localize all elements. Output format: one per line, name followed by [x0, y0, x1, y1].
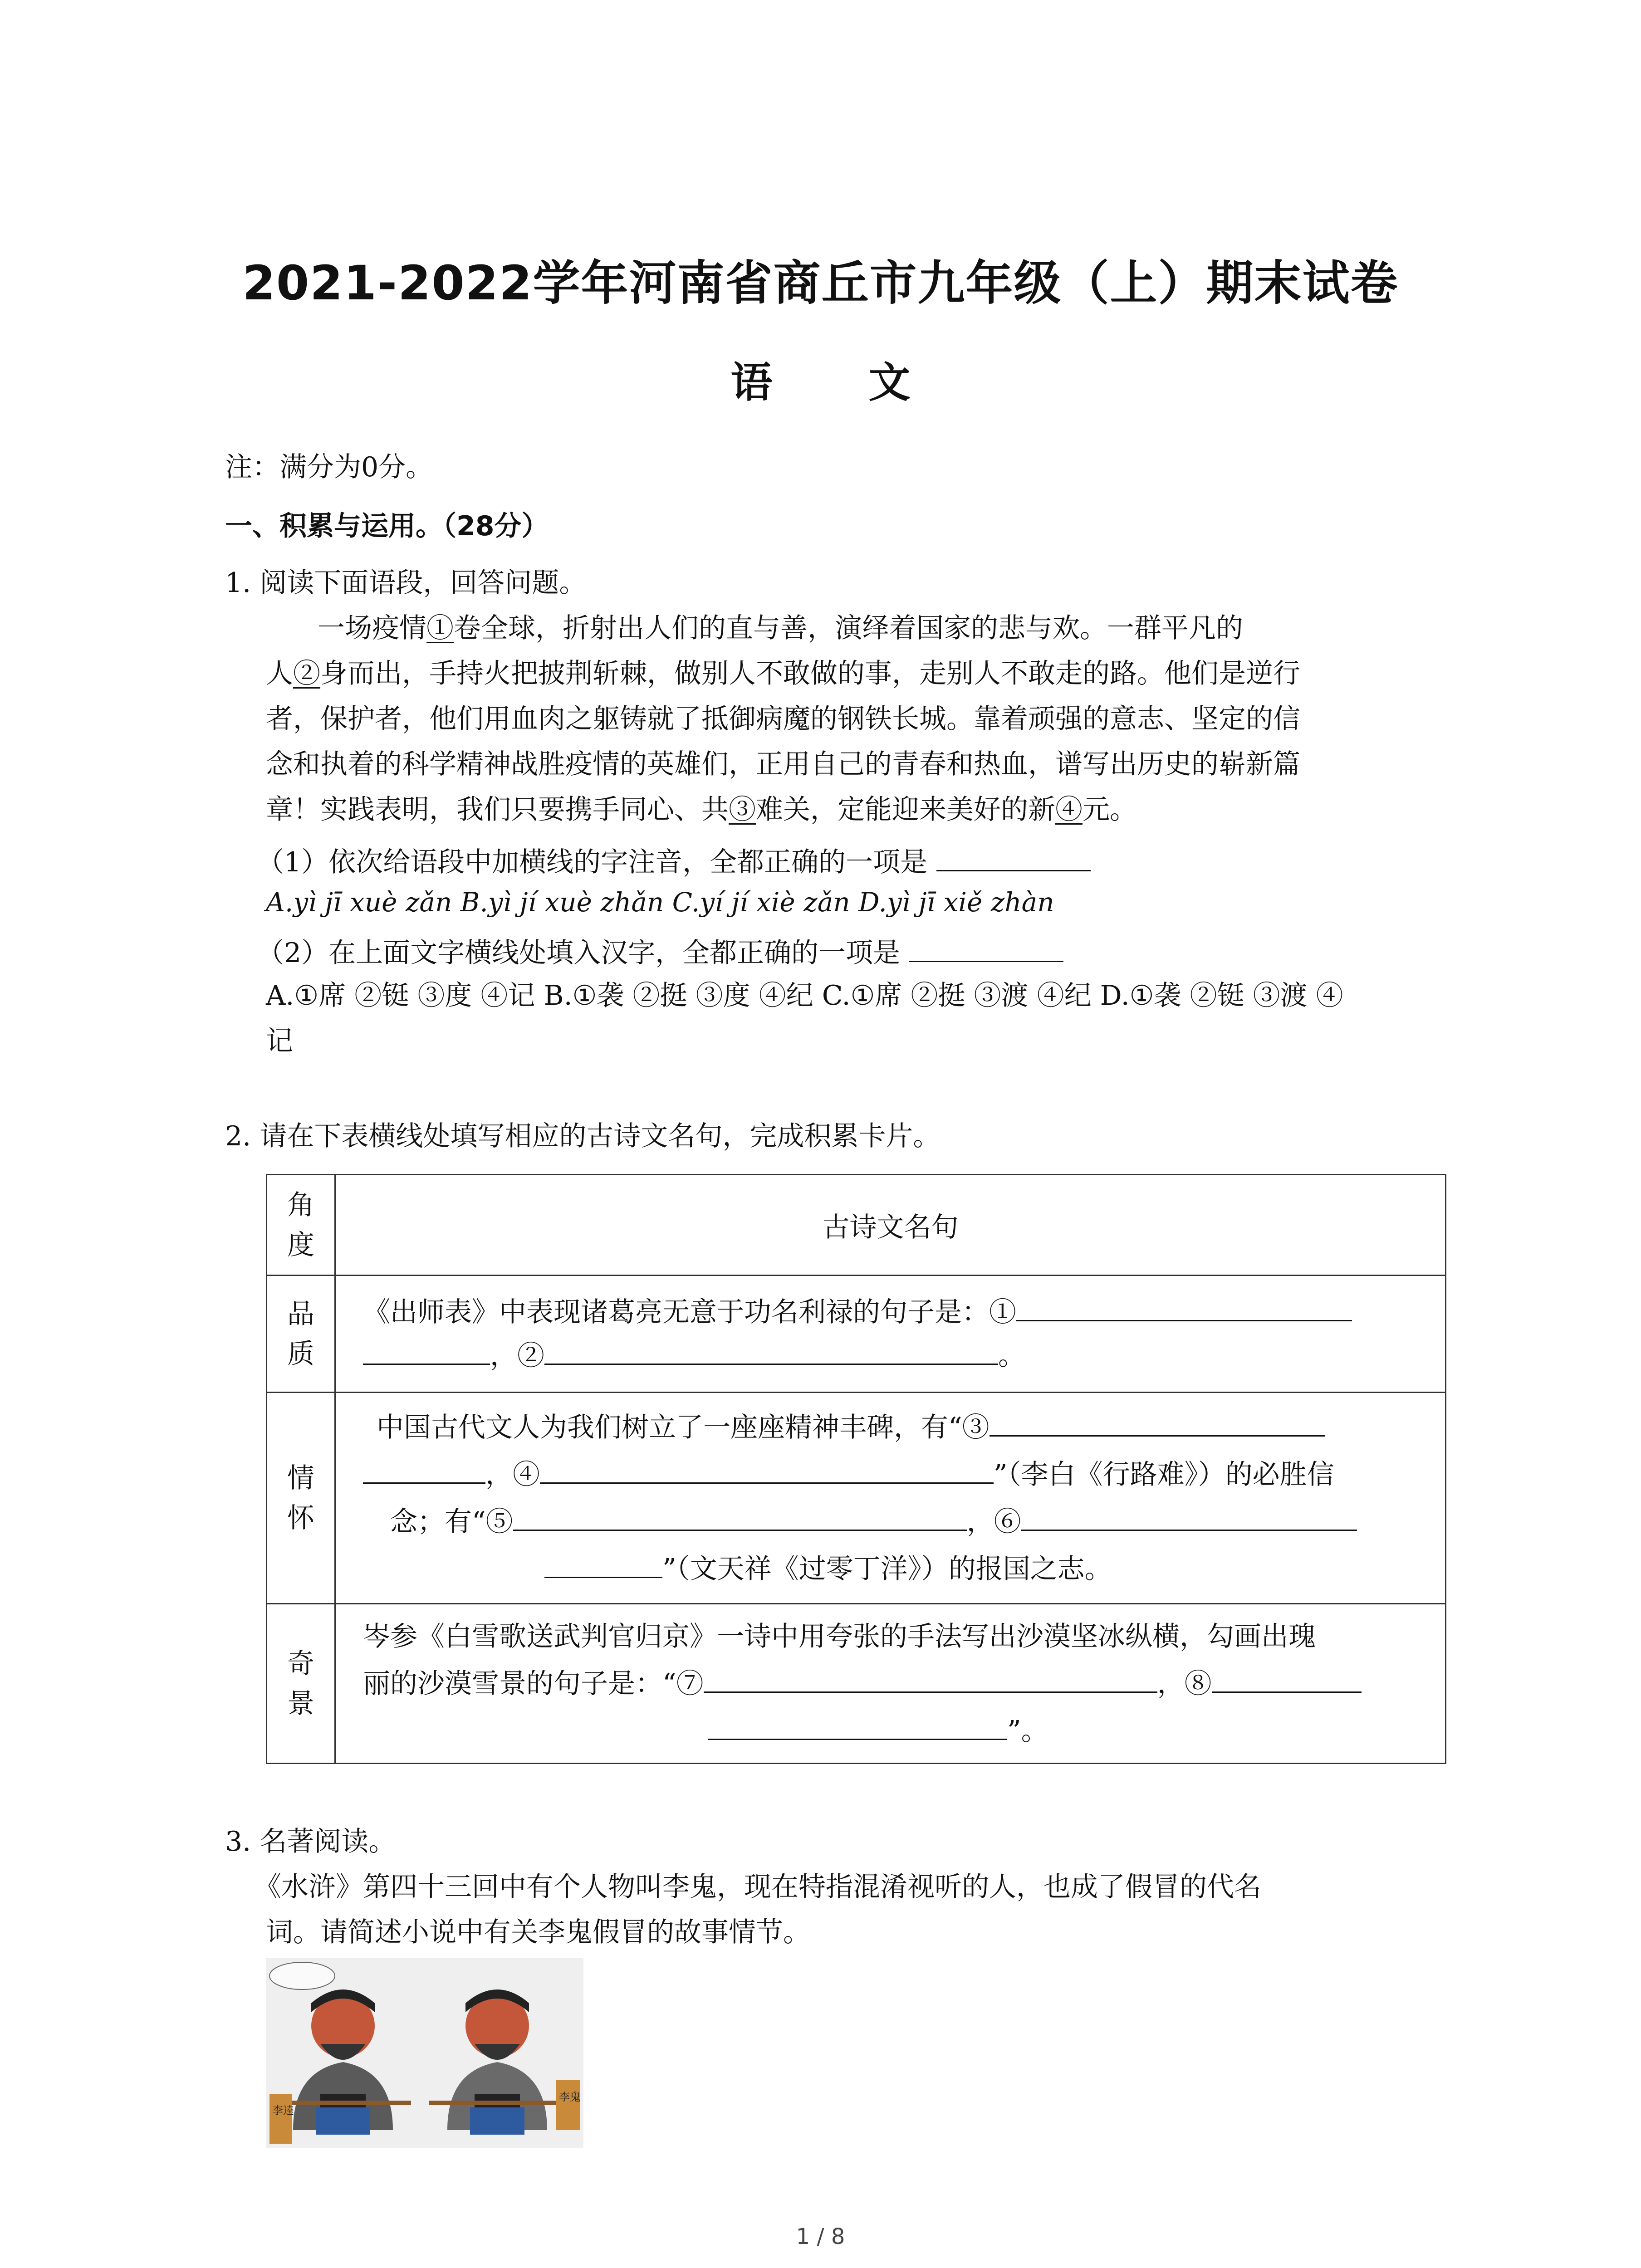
answer-blank[interactable]: [544, 1337, 998, 1365]
blank-mark-1: ①: [426, 612, 454, 644]
answer-blank[interactable]: [363, 1337, 490, 1365]
row-feeling-content: 中国古代文人为我们树立了一座座精神丰碑，有“③ ，④ ”（李白《行路难》）的必胜信 念；有“⑤ ，⑥ ”（文天祥《过零丁洋》）的报国之志。: [335, 1393, 1446, 1604]
q1-paragraph-line-3: 者，保护者，他们用血肉之躯铸就了抵御病魔的钢铁长城。靠着顽强的意志、坚定的信: [266, 703, 1300, 735]
q3-prompt: 3. 名著阅读。: [225, 1826, 396, 1857]
q1-prompt: 1. 阅读下面语段，回答问题。: [225, 567, 587, 599]
score-note: 注：满分为0分。: [225, 451, 433, 483]
label-li-gui: 李鬼: [559, 2091, 581, 2103]
q3-line-1: 《水浒》第四十三回中有个人物叫李鬼，现在特指混淆视听的人，也成了假冒的代名: [254, 1871, 1261, 1903]
answer-blank[interactable]: [1212, 1665, 1362, 1693]
row-feeling-label: 情怀: [267, 1393, 335, 1604]
row-scenery-content: 岑参《白雪歌送武判官归京》一诗中用夸张的手法写出沙漠坚冰纵横，勾画出瑰 丽的沙漠雪景的句子是：“⑦ ，⑧ ”。: [335, 1604, 1446, 1764]
cartoon-image: [266, 1958, 583, 2148]
header-angle: 角度: [267, 1175, 335, 1276]
answer-blank[interactable]: [1016, 1294, 1352, 1321]
exam-title: 2021-2022学年河南省商丘市九年级（上）期末试卷: [242, 255, 1399, 311]
row-quality-content: 《出师表》中表现诸葛亮无意于功名利禄的句子是：① ，② 。: [335, 1276, 1446, 1393]
page-number: 1 / 8: [796, 2224, 845, 2249]
blank-mark-4: ④: [1055, 794, 1083, 826]
answer-blank[interactable]: [513, 1503, 967, 1531]
q1-sub2: （2）在上面文字横线处填入汉字，全都正确的一项是: [257, 934, 1063, 967]
q1-sub1-options: A.yì jī xuè zǎn B.yì jí xuè zhǎn C.yí jí xiè zǎn D.yì jī xiě zhàn: [266, 887, 1054, 918]
answer-blank[interactable]: [936, 844, 1091, 871]
section-heading: 一、积累与运用。（28分）: [225, 510, 549, 542]
q3-line-2: 词。请简述小说中有关李鬼假冒的故事情节。: [266, 1916, 810, 1948]
q1-sub2-options-2: 记: [266, 1025, 293, 1057]
q1-sub1: （1）依次给语段中加横线的字注音，全都正确的一项是: [257, 844, 1091, 876]
answer-blank[interactable]: [1021, 1503, 1357, 1531]
q1-sub2-options-1: A.①席 ②铤 ③度 ④记 B.①袭 ②挺 ③度 ④纪 C.①席 ②挺 ③渡 ④纪 D.①袭 ②铤 ③渡 ④: [266, 980, 1343, 1012]
answer-blank[interactable]: [363, 1456, 485, 1484]
answer-blank[interactable]: [704, 1665, 1157, 1693]
li-kui-illustration: [266, 1958, 583, 2148]
row-quality-label: 品质: [267, 1276, 335, 1393]
q1-paragraph-line-4: 念和执着的科学精神战胜疫情的英雄们，正用自己的青春和热血，谱写出历史的崭新篇: [266, 748, 1300, 780]
q1-paragraph-line-5: 章！实践表明，我们只要携手同心、共③难关，定能迎来美好的新④元。: [266, 794, 1137, 826]
label-li-kui: 李逵: [272, 2104, 294, 2117]
answer-blank[interactable]: [909, 934, 1063, 962]
answer-blank[interactable]: [540, 1456, 994, 1484]
blank-mark-3: ③: [729, 794, 756, 826]
row-scenery-label: 奇景: [267, 1604, 335, 1764]
subject-title: 语 文: [730, 358, 951, 407]
q2-prompt: 2. 请在下表横线处填写相应的古诗文名句，完成积累卡片。: [225, 1120, 941, 1152]
answer-blank[interactable]: [708, 1712, 1007, 1740]
answer-blank[interactable]: [989, 1409, 1325, 1437]
blank-mark-2: ②: [293, 658, 320, 689]
answer-blank[interactable]: [544, 1550, 662, 1578]
q1-paragraph-line-1: 一场疫情①卷全球，折射出人们的直与善，演绎着国家的悲与欢。一群平凡的: [318, 612, 1243, 644]
q1-paragraph-line-2: 人②身而出，手持火把披荆斩棘，做别人不敢做的事，走别人不敢走的路。他们是逆行: [266, 658, 1300, 689]
accumulation-card-table: [266, 1174, 1446, 1764]
header-quote: 古诗文名句: [335, 1175, 1446, 1276]
